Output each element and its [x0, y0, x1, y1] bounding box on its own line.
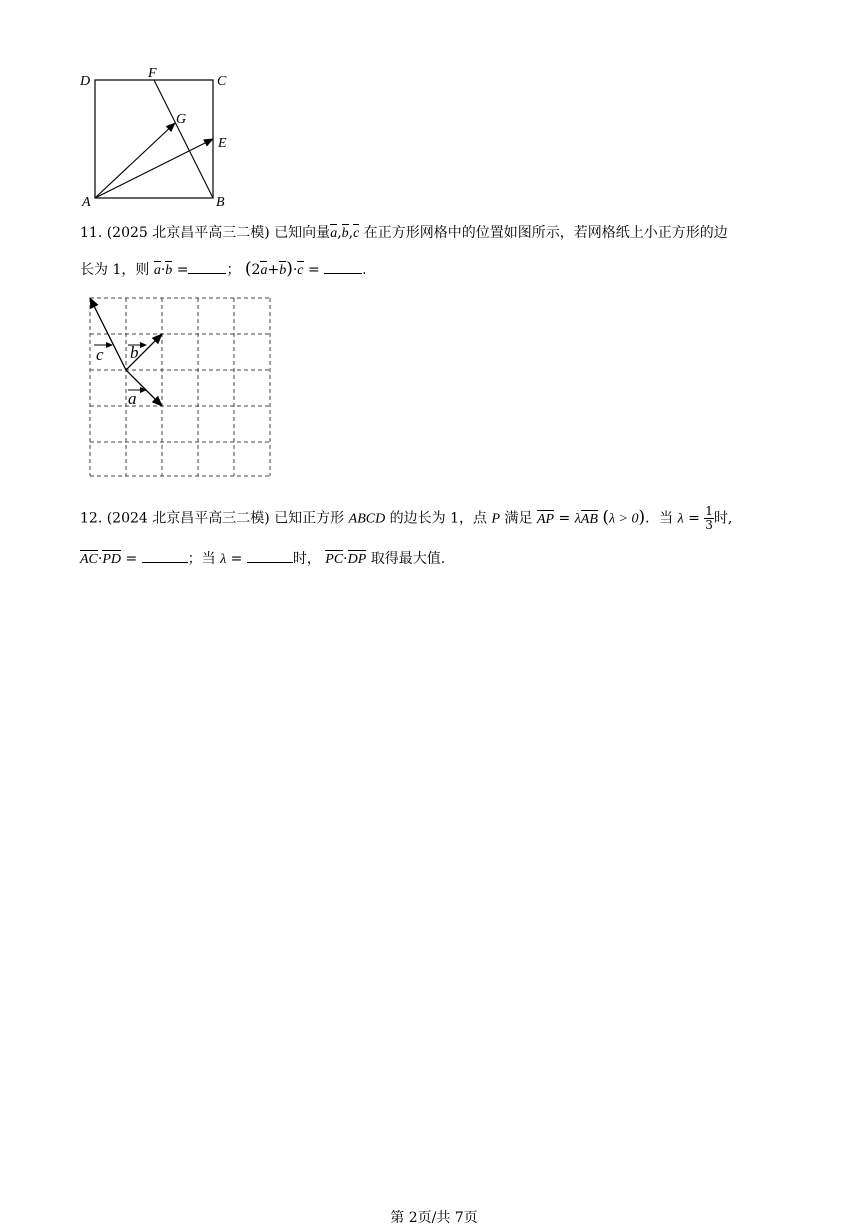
q12-text8: 取得最大值. [370, 551, 446, 567]
q12-text4: ．当 [645, 510, 674, 527]
label-a: a [128, 389, 137, 408]
q12-line2: AC·PD = ；当 λ = 时， PC·DP 取得最大值. [80, 551, 446, 567]
q12-lambda-2: λ [677, 511, 684, 527]
q12-text1: 已知正方形 [274, 510, 345, 527]
q12-text3: 满足 [504, 510, 533, 527]
q11-line1: 11. (2025 北京昌平高三二模) 已知向量a,b,c 在正方形网格中的位置如图所示，若网格纸上小正方形的边 [80, 225, 728, 241]
q11-coef: 2 [251, 262, 261, 278]
q12-condition: λ > 0 [608, 511, 639, 527]
q12-frac-den: 3 [705, 518, 713, 532]
page-footer: 第 2页/共 7页 [390, 1210, 478, 1226]
q12-text5: 时, [713, 510, 733, 527]
q12-vec-ap: AP [536, 511, 555, 527]
q12-vec-dp: DP [347, 552, 367, 567]
q12-text7: 时， [292, 551, 321, 567]
q11-number: 11. [80, 225, 103, 241]
q12-square: ABCD [348, 511, 386, 527]
q11-answer-blank-1[interactable] [188, 261, 226, 274]
label-g: G [176, 112, 187, 127]
q11-eq1: = [176, 262, 189, 278]
q11-text1: 已知向量 [274, 225, 331, 241]
q12-lambda: λ [574, 511, 581, 527]
label-c: c [96, 345, 104, 364]
q11-text2: 在正方形网格中的位置如图所示，若网格纸上小正方形的边 [363, 225, 728, 241]
q11-expr1-b: b [165, 263, 173, 278]
label-b: b [130, 343, 139, 362]
q12-text2: 的边长为 1，点 [389, 510, 488, 527]
q11-dot1: · [160, 262, 166, 278]
q12-vec-ac: AC [80, 552, 98, 567]
q11-vec-a: a [330, 226, 338, 241]
q11-plus: + [267, 262, 280, 278]
square-outline [95, 80, 213, 198]
q11-dot2: · [292, 262, 298, 278]
q12-fraction [704, 505, 714, 532]
q11-expr2-b: b [279, 263, 287, 278]
q11-expr2-a: a [260, 263, 268, 278]
q12-text6: ；当 [187, 551, 216, 567]
q11-vec-c: c [353, 226, 360, 241]
q11-answer-blank-2[interactable] [324, 261, 362, 274]
q12-vec-ab: AB [580, 511, 598, 527]
q12-source: (2024 北京昌平高三二模) [106, 510, 270, 527]
q12-number: 12. [80, 510, 103, 527]
q12-vec-pc: PC [325, 552, 344, 567]
square-figure [76, 64, 246, 214]
label-b: B [216, 195, 225, 210]
q12-line1: 12. (2024 北京昌平高三二模) 已知正方形 ABCD 的边长为 1，点 P 满足 AP = λAB (λ > 0)．当 λ = $\frac{1}{3}$ 时, [80, 504, 733, 532]
label-e: E [218, 136, 227, 151]
q11-line2-prefix: 长为 1，则 [80, 262, 150, 278]
q11-semicolon: ； [226, 262, 241, 278]
q11-vec-b: b [341, 226, 349, 241]
q11-eq2: = [307, 262, 320, 278]
q11-expr2-c: c [297, 263, 304, 278]
q12-answer-blank-1[interactable] [142, 550, 188, 563]
q11-expr1-a: a [153, 263, 161, 278]
q12-frac-num: 1 [705, 504, 713, 518]
label-d: D [80, 74, 91, 89]
q12-vec-pd: PD [102, 552, 122, 567]
segment-fb [154, 80, 213, 198]
vector-ag [95, 123, 175, 198]
label-a: A [82, 195, 91, 210]
vector-grid-figure [84, 294, 276, 482]
label-c: C [217, 74, 227, 89]
q11-source: (2025 北京昌平高三二模) [106, 225, 270, 241]
q12-answer-blank-2[interactable] [247, 550, 293, 563]
label-f: F [148, 66, 157, 81]
q11-period: . [362, 262, 367, 278]
vector-ae [95, 139, 213, 198]
q12-lambda-3: λ [220, 552, 227, 567]
grid-lines [90, 298, 270, 476]
q12-point: P [491, 511, 501, 527]
q11-line2: 长为 1，则 a·b = ； (2a+b)·c = . [80, 259, 367, 279]
